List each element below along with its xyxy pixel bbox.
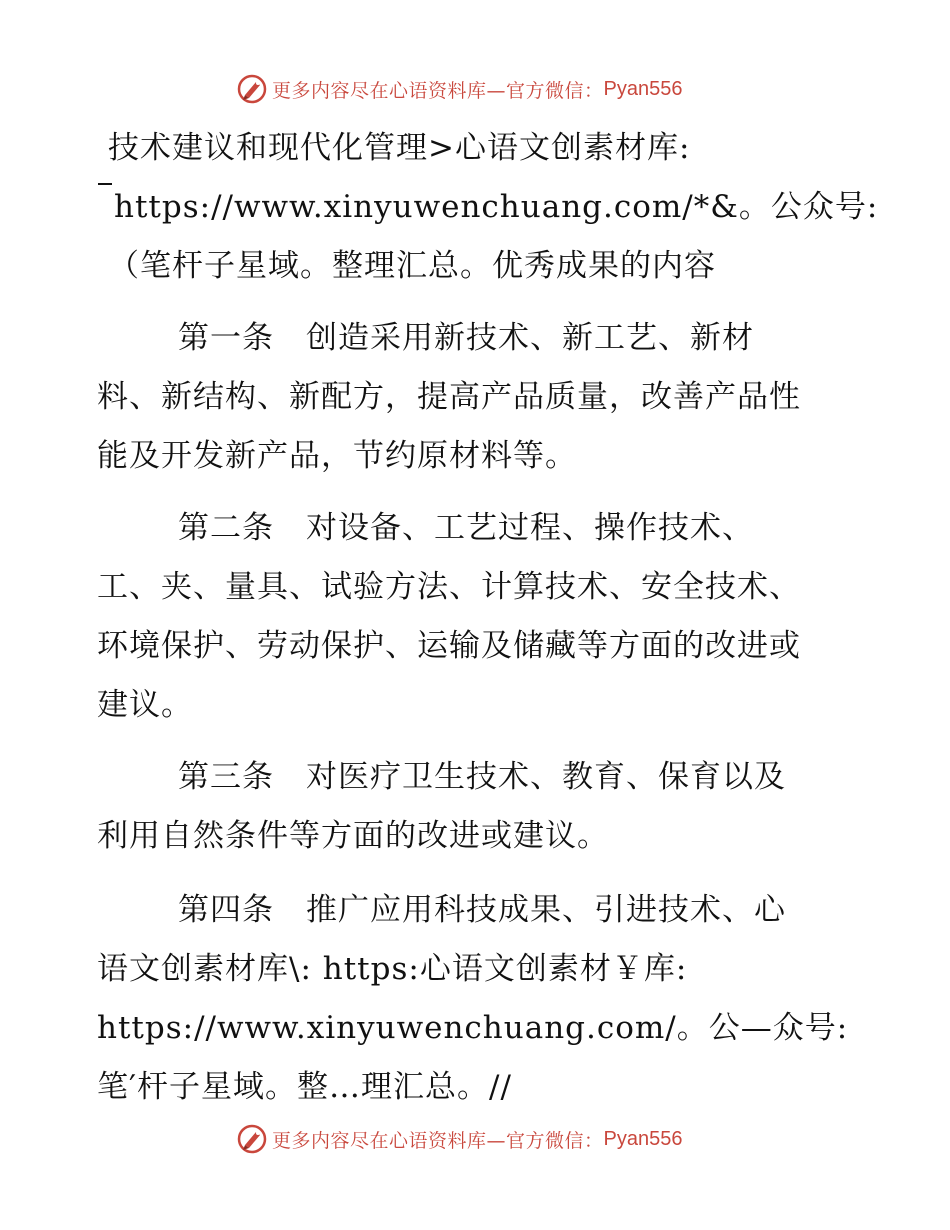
watermark-text: 更多内容尽在心语资料库—官方微信： xyxy=(272,1129,604,1152)
article-line: 建议。 xyxy=(97,687,193,723)
article-line: 第三条 对医疗卫生技术、教育、保育以及 xyxy=(178,759,786,795)
article-line: 能及开发新产品，节约原材料等。 xyxy=(97,438,577,474)
article-line: 料、新结构、新配方，提高产品质量，改善产品性 xyxy=(97,379,801,415)
article-line: 笔′杆子星域。整…理汇总。// xyxy=(97,1069,512,1105)
article-line: https://www.xinyuwenchuang.com/。公—众号: xyxy=(97,1010,849,1046)
header-line: https://www.xinyuwenchuang.com/*&。公众号: xyxy=(114,189,879,225)
pen-logo-icon xyxy=(236,1123,268,1155)
pen-logo-icon xyxy=(236,73,268,105)
watermark-account: Pyan556 xyxy=(603,77,683,100)
article-line: 工、夹、量具、试验方法、计算技术、安全技术、 xyxy=(97,569,801,605)
watermark-footer xyxy=(236,1122,682,1156)
header-line: （笔杆子星域。整理汇总。优秀成果的内容 xyxy=(108,248,716,284)
watermark-header xyxy=(236,72,682,106)
article-line: 利用自然条件等方面的改进或建议。 xyxy=(97,818,609,854)
article-line: 第二条 对设备、工艺过程、操作技术、 xyxy=(178,510,754,546)
article-line: 第四条 推广应用科技成果、引进技术、心 xyxy=(178,892,786,928)
stray-mark xyxy=(98,183,112,185)
article-line: 第一条 创造采用新技术、新工艺、新材 xyxy=(178,320,754,356)
watermark-text: 更多内容尽在心语资料库—官方微信： xyxy=(272,79,604,102)
watermark-account: Pyan556 xyxy=(603,1127,683,1150)
article-line: 语文创素材库\: https:心语文创素材￥库: xyxy=(97,951,688,987)
article-line: 环境保护、劳动保护、运输及储藏等方面的改进或 xyxy=(97,628,801,664)
header-line: 技术建议和现代化管理>心语文创素材库: xyxy=(108,130,691,166)
